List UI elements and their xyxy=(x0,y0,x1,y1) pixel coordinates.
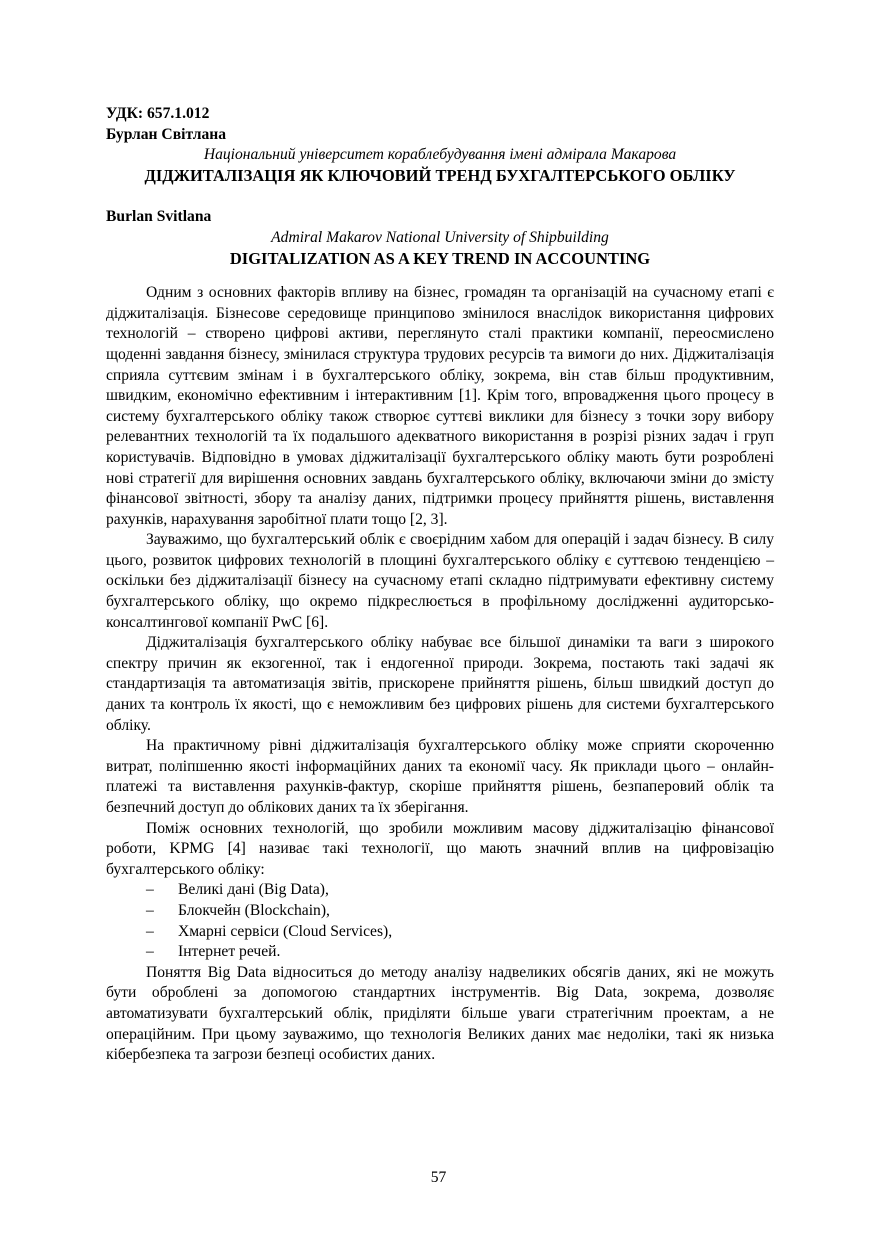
body-paragraph: Поміж основних технологій, що зробили можливим масову діджиталізацію фінансової роботи, KPMG [4] називає такі технології, що мають значний вплив на цифровізацію бухгалтерського обліку: xyxy=(106,819,774,878)
list-item-text: Блокчейн (Blockchain), xyxy=(178,901,330,919)
author-name-en: Burlan Svitlana xyxy=(106,208,212,226)
document-page xyxy=(106,104,774,1066)
list-item xyxy=(146,922,774,943)
article-title-en: DIGITALIZATION AS A KEY TREND IN ACCOUNTING xyxy=(229,248,651,268)
udc-code: УДК: 657.1.012 xyxy=(106,105,210,122)
page-number: 57 xyxy=(430,1169,447,1186)
list-marker: – xyxy=(146,943,154,961)
technology-list xyxy=(106,880,774,962)
body-paragraph: На практичному рівні діджиталізація бухгалтерського обліку може сприяти скороченню витрат, поліпшенню якості інформаційних даних та економії часу. Як приклади цього – онлайн-платежі та виставлення рахунків-фактур, скоріше прийняття рішень, безпаперовий облік та безпечний доступ до облікових даних та їх зберігання. xyxy=(106,737,774,816)
list-item-text: Інтернет речей. xyxy=(178,943,281,961)
list-item xyxy=(146,880,774,901)
article-title-ua: ДІДЖИТАЛІЗАЦІЯ ЯК КЛЮЧОВИЙ ТРЕНД БУХГАЛТЕРСЬКОГО ОБЛІКУ xyxy=(144,165,736,185)
list-item xyxy=(146,901,774,922)
body-paragraph: Діджиталізація бухгалтерського обліку набуває все більшої динаміки та ваги з широкого спектру причин як екзогенної, так і ендогенної природи. Зокрема, постають такі задачі як стандартизація та автоматизація звітів, прискорене прийняття рішень, більш швидкий доступ до даних та контроль їх якості, що є неможливим без цифрових рішень для системи бухгалтерського обліку. xyxy=(106,634,774,734)
list-marker: – xyxy=(146,901,154,919)
list-item-text: Хмарні сервіси (Cloud Services), xyxy=(178,922,393,940)
body-paragraph: Зауважимо, що бухгалтерський облік є своєрідним хабом для операцій і задач бізнесу. В силу цього, розвиток цифрових технологій в площині бухгалтерського обліку є суттєвою тенденцією – оскільки без діджиталізації бізнесу на сучасному етапі складно підтримувати ефективну систему бухгалтерського обліку, що окремо підкреслюється в профільному дослідженні аудиторсько-консалтингової компанії PwC [6]. xyxy=(106,531,774,631)
list-item-text: Великі дані (Big Data), xyxy=(178,881,329,899)
author-name-ua: Бурлан Світлана xyxy=(106,125,227,143)
list-item xyxy=(146,942,774,963)
list-marker: – xyxy=(146,881,154,899)
body-paragraph: Одним з основних факторів впливу на бізнес, громадян та організацій на сучасному етапі є діджиталізація. Бізнесове середовище принципово змінилося внаслідок використання цифрових технологій – створено цифрові активи, переглянуто сталі практики компанії, переосмислено щоденні завдання бізнесу, змінилася структура трудових ресурсів та вимоги до них. Діджиталізація сприяла суттєвим змінам і в бухгалтерського обліку, зокрема, він став більш продуктивним, швидким, економічно ефективним і інтерактивним [1]. Крім того, впровадження цього процесу в систему бухгалтерського обліку також створює суттєві виклики для бізнесу з точки зору вибору релевантних технологій та їх подальшого адекватного використання в розрізі різних задач і груп користувачів. Відповідно в умовах діджиталізації бухгалтерського обліку мають бути розроблені нові стратегії для вирішення основних завдань бухгалтерського обліку, включаючи зміни до змісту фінансової звітності, збору та аналізу даних, підтримки процесу прийняття рішень, виставлення рахунків, нарахування заробітної плати тощо [2, 3]. xyxy=(106,284,774,528)
list-marker: – xyxy=(146,922,154,940)
affiliation-en: Admiral Makarov National University of Shipbuilding xyxy=(271,228,609,246)
body-paragraph-final: Поняття Big Data відноситься до методу аналізу надвеликих обсягів даних, які не можуть бути оброблені за допомогою стандартних інструментів. Big Data, зокрема, дозволяє автоматизувати бухгалтерський облік, приділяти більше уваги стратегічним проектам, а не операційним. При цьому зауважимо, що технологія Великих даних має недоліки, такі як низька кібербезпека та загрози безпеці особистих даних. xyxy=(106,963,774,1064)
affiliation-ua: Національний університет кораблебудування імені адмірала Макарова xyxy=(203,146,677,164)
